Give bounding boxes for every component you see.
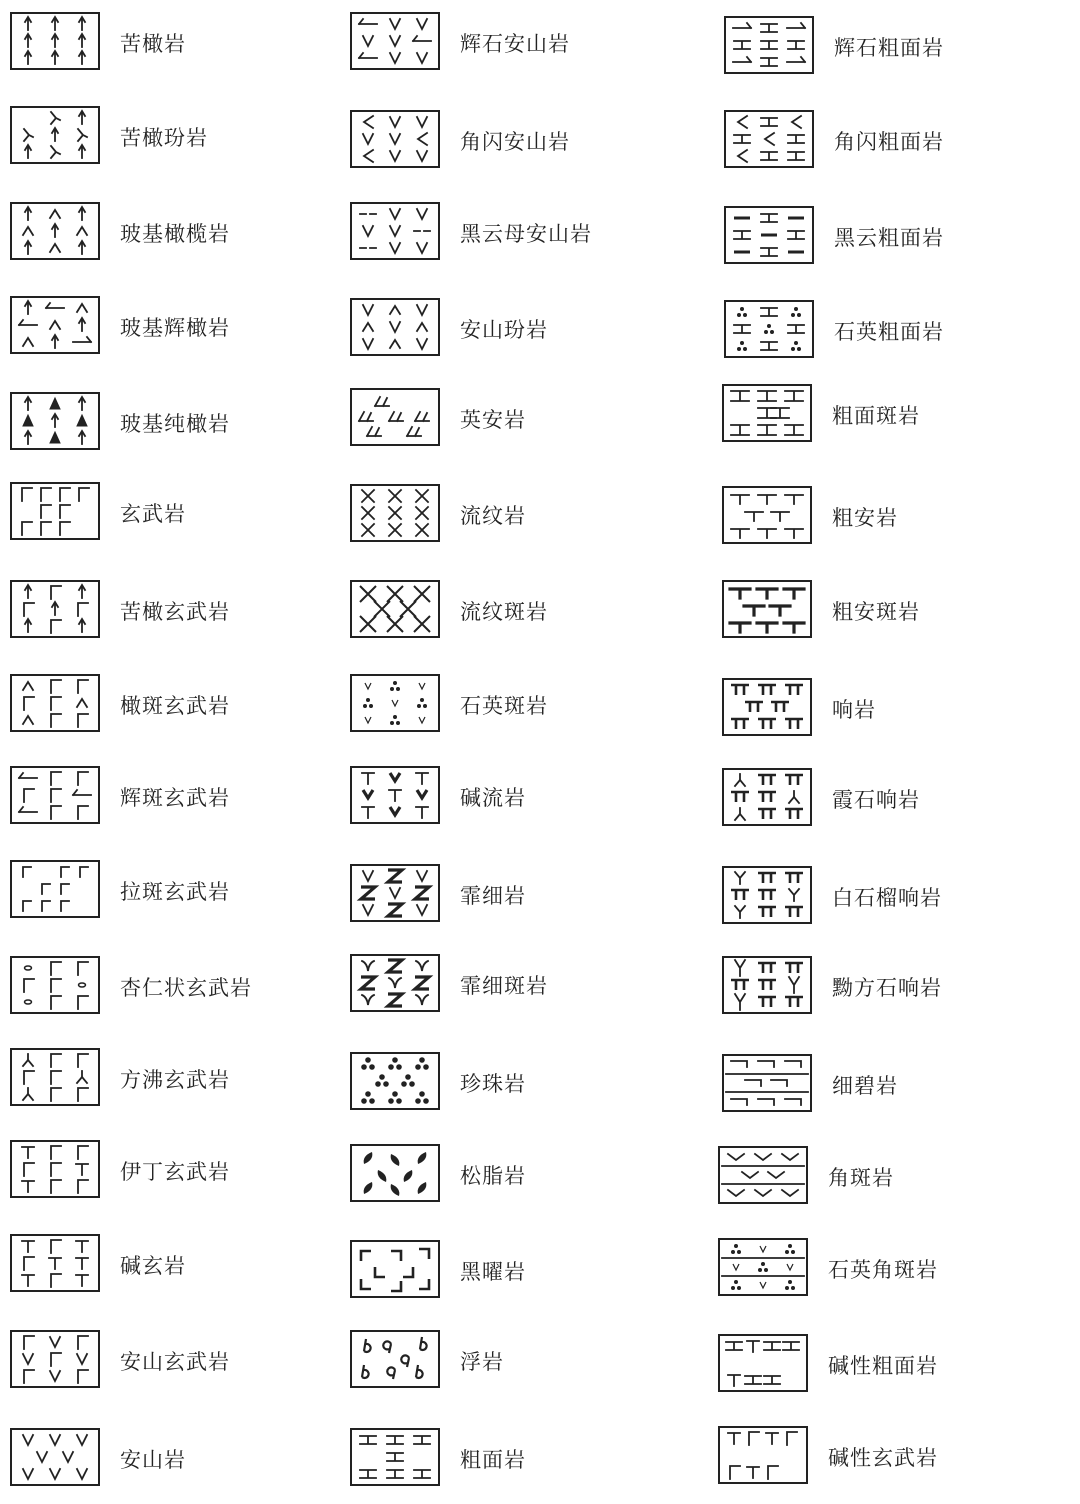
legend-label: 石英粗面岩 bbox=[834, 320, 944, 344]
picrite-porphyrite-pattern-icon bbox=[10, 106, 100, 164]
legend-label: 辉石安山岩 bbox=[460, 32, 570, 56]
felsite-porphyry-pattern-icon bbox=[350, 954, 440, 1012]
legend-label: 松脂岩 bbox=[460, 1164, 526, 1188]
legend-label: 苦橄玄武岩 bbox=[120, 600, 230, 624]
rhyolite-porphyry-pattern-icon bbox=[350, 580, 440, 638]
legend-label: 黑云粗面岩 bbox=[834, 226, 944, 250]
legend-label: 玄武岩 bbox=[120, 502, 186, 526]
legend-label: 碱流岩 bbox=[460, 786, 526, 810]
legend-label: 霏细斑岩 bbox=[460, 974, 548, 998]
quartz-keratophyre-pattern-icon bbox=[718, 1238, 808, 1296]
hornblende-trachyte-pattern-icon bbox=[724, 110, 814, 168]
legend-label: 碱性玄武岩 bbox=[828, 1446, 938, 1470]
alkali-basalt-pattern-icon bbox=[718, 1426, 808, 1484]
legend-label: 玻基辉橄岩 bbox=[120, 316, 230, 340]
nosean-phonolite-pattern-icon bbox=[722, 956, 812, 1014]
tholeiite-pattern-icon bbox=[10, 860, 100, 918]
picritic-basalt-pattern-icon bbox=[10, 580, 100, 638]
tephrite-pattern-icon bbox=[10, 1234, 100, 1292]
legend-label: 橄斑玄武岩 bbox=[120, 694, 230, 718]
glassy-pyroxene-peridotite-pattern-icon bbox=[10, 296, 100, 354]
dacite-pattern-icon bbox=[350, 388, 440, 446]
legend-label: 玻基纯橄岩 bbox=[120, 412, 230, 436]
analcime-basalt-pattern-icon bbox=[10, 1048, 100, 1106]
trachyte-porphyry-pattern-icon bbox=[722, 384, 812, 442]
picrite-pattern-icon bbox=[10, 12, 100, 70]
legend-label: 伊丁玄武岩 bbox=[120, 1160, 230, 1184]
legend-label: 角闪粗面岩 bbox=[834, 130, 944, 154]
quartz-trachyte-pattern-icon bbox=[724, 300, 814, 358]
legend-label: 响岩 bbox=[832, 698, 876, 722]
legend-label: 黑曜岩 bbox=[460, 1260, 526, 1284]
legend-label: 辉石粗面岩 bbox=[834, 36, 944, 60]
legend-label: 安山玢岩 bbox=[460, 318, 548, 342]
legend-label: 黝方石响岩 bbox=[832, 976, 942, 1000]
leucite-phonolite-pattern-icon bbox=[722, 866, 812, 924]
rhyolite-pattern-icon bbox=[350, 484, 440, 542]
legend-label: 石英斑岩 bbox=[460, 694, 548, 718]
obsidian-pattern-icon bbox=[350, 1240, 440, 1298]
legend-label: 方沸玄武岩 bbox=[120, 1068, 230, 1092]
pantellerite-pattern-icon bbox=[350, 766, 440, 824]
legend-label: 粗面斑岩 bbox=[832, 404, 920, 428]
alkali-trachyte-pattern-icon bbox=[718, 1334, 808, 1392]
trachyandesite-porphyry-pattern-icon bbox=[722, 580, 812, 638]
hornblende-andesite-pattern-icon bbox=[350, 110, 440, 168]
trachyte-pattern-icon bbox=[350, 1428, 440, 1486]
pumice-pattern-icon bbox=[350, 1330, 440, 1388]
legend-label: 角斑岩 bbox=[828, 1166, 894, 1190]
legend-label: 拉斑玄武岩 bbox=[120, 880, 230, 904]
legend-label: 浮岩 bbox=[460, 1350, 504, 1374]
legend-label: 角闪安山岩 bbox=[460, 130, 570, 154]
iddingsite-basalt-pattern-icon bbox=[10, 1140, 100, 1198]
basalt-pattern-icon bbox=[10, 482, 100, 540]
pyroxene-trachyte-pattern-icon bbox=[724, 16, 814, 74]
felsite-pattern-icon bbox=[350, 864, 440, 922]
legend-label: 英安岩 bbox=[460, 408, 526, 432]
andesite-pattern-icon bbox=[10, 1428, 100, 1486]
phonolite-pattern-icon bbox=[722, 678, 812, 736]
nepheline-phonolite-pattern-icon bbox=[722, 768, 812, 826]
legend-label: 玻基橄榄岩 bbox=[120, 222, 230, 246]
legend-label: 杏仁状玄武岩 bbox=[120, 976, 252, 1000]
andesite-porphyrite-pattern-icon bbox=[350, 298, 440, 356]
legend-label: 碱性粗面岩 bbox=[828, 1354, 938, 1378]
legend-label: 流纹岩 bbox=[460, 504, 526, 528]
legend-label: 辉斑玄武岩 bbox=[120, 786, 230, 810]
spilite-pattern-icon bbox=[722, 1054, 812, 1112]
legend-label: 碱玄岩 bbox=[120, 1254, 186, 1278]
legend-label: 安山玄武岩 bbox=[120, 1350, 230, 1374]
legend-label: 粗安岩 bbox=[832, 506, 898, 530]
amygdaloidal-basalt-pattern-icon bbox=[10, 956, 100, 1014]
quartz-porphyry-pattern-icon bbox=[350, 674, 440, 732]
legend-label: 霏细岩 bbox=[460, 884, 526, 908]
glassy-dunite-pattern-icon bbox=[10, 392, 100, 450]
legend-label: 白石榴响岩 bbox=[832, 886, 942, 910]
legend-label: 细碧岩 bbox=[832, 1074, 898, 1098]
legend-label: 石英角斑岩 bbox=[828, 1258, 938, 1282]
legend-label: 苦橄岩 bbox=[120, 32, 186, 56]
biotite-trachyte-pattern-icon bbox=[724, 206, 814, 264]
pyroxene-andesite-pattern-icon bbox=[350, 12, 440, 70]
pyroxene-phyric-basalt-pattern-icon bbox=[10, 766, 100, 824]
keratophyre-pattern-icon bbox=[718, 1146, 808, 1204]
legend-label: 流纹斑岩 bbox=[460, 600, 548, 624]
legend-label: 粗面岩 bbox=[460, 1448, 526, 1472]
legend-label: 苦橄玢岩 bbox=[120, 126, 208, 150]
pitchstone-pattern-icon bbox=[350, 1144, 440, 1202]
legend-label: 安山岩 bbox=[120, 1448, 186, 1472]
glassy-peridotite-pattern-icon bbox=[10, 202, 100, 260]
olivine-phyric-basalt-pattern-icon bbox=[10, 674, 100, 732]
legend-label: 珍珠岩 bbox=[460, 1072, 526, 1096]
legend-label: 霞石响岩 bbox=[832, 788, 920, 812]
legend-label: 粗安斑岩 bbox=[832, 600, 920, 624]
perlite-pattern-icon bbox=[350, 1052, 440, 1110]
trachyandesite-pattern-icon bbox=[722, 486, 812, 544]
andesitic-basalt-pattern-icon bbox=[10, 1330, 100, 1388]
legend-label: 黑云母安山岩 bbox=[460, 222, 592, 246]
biotite-andesite-pattern-icon bbox=[350, 202, 440, 260]
